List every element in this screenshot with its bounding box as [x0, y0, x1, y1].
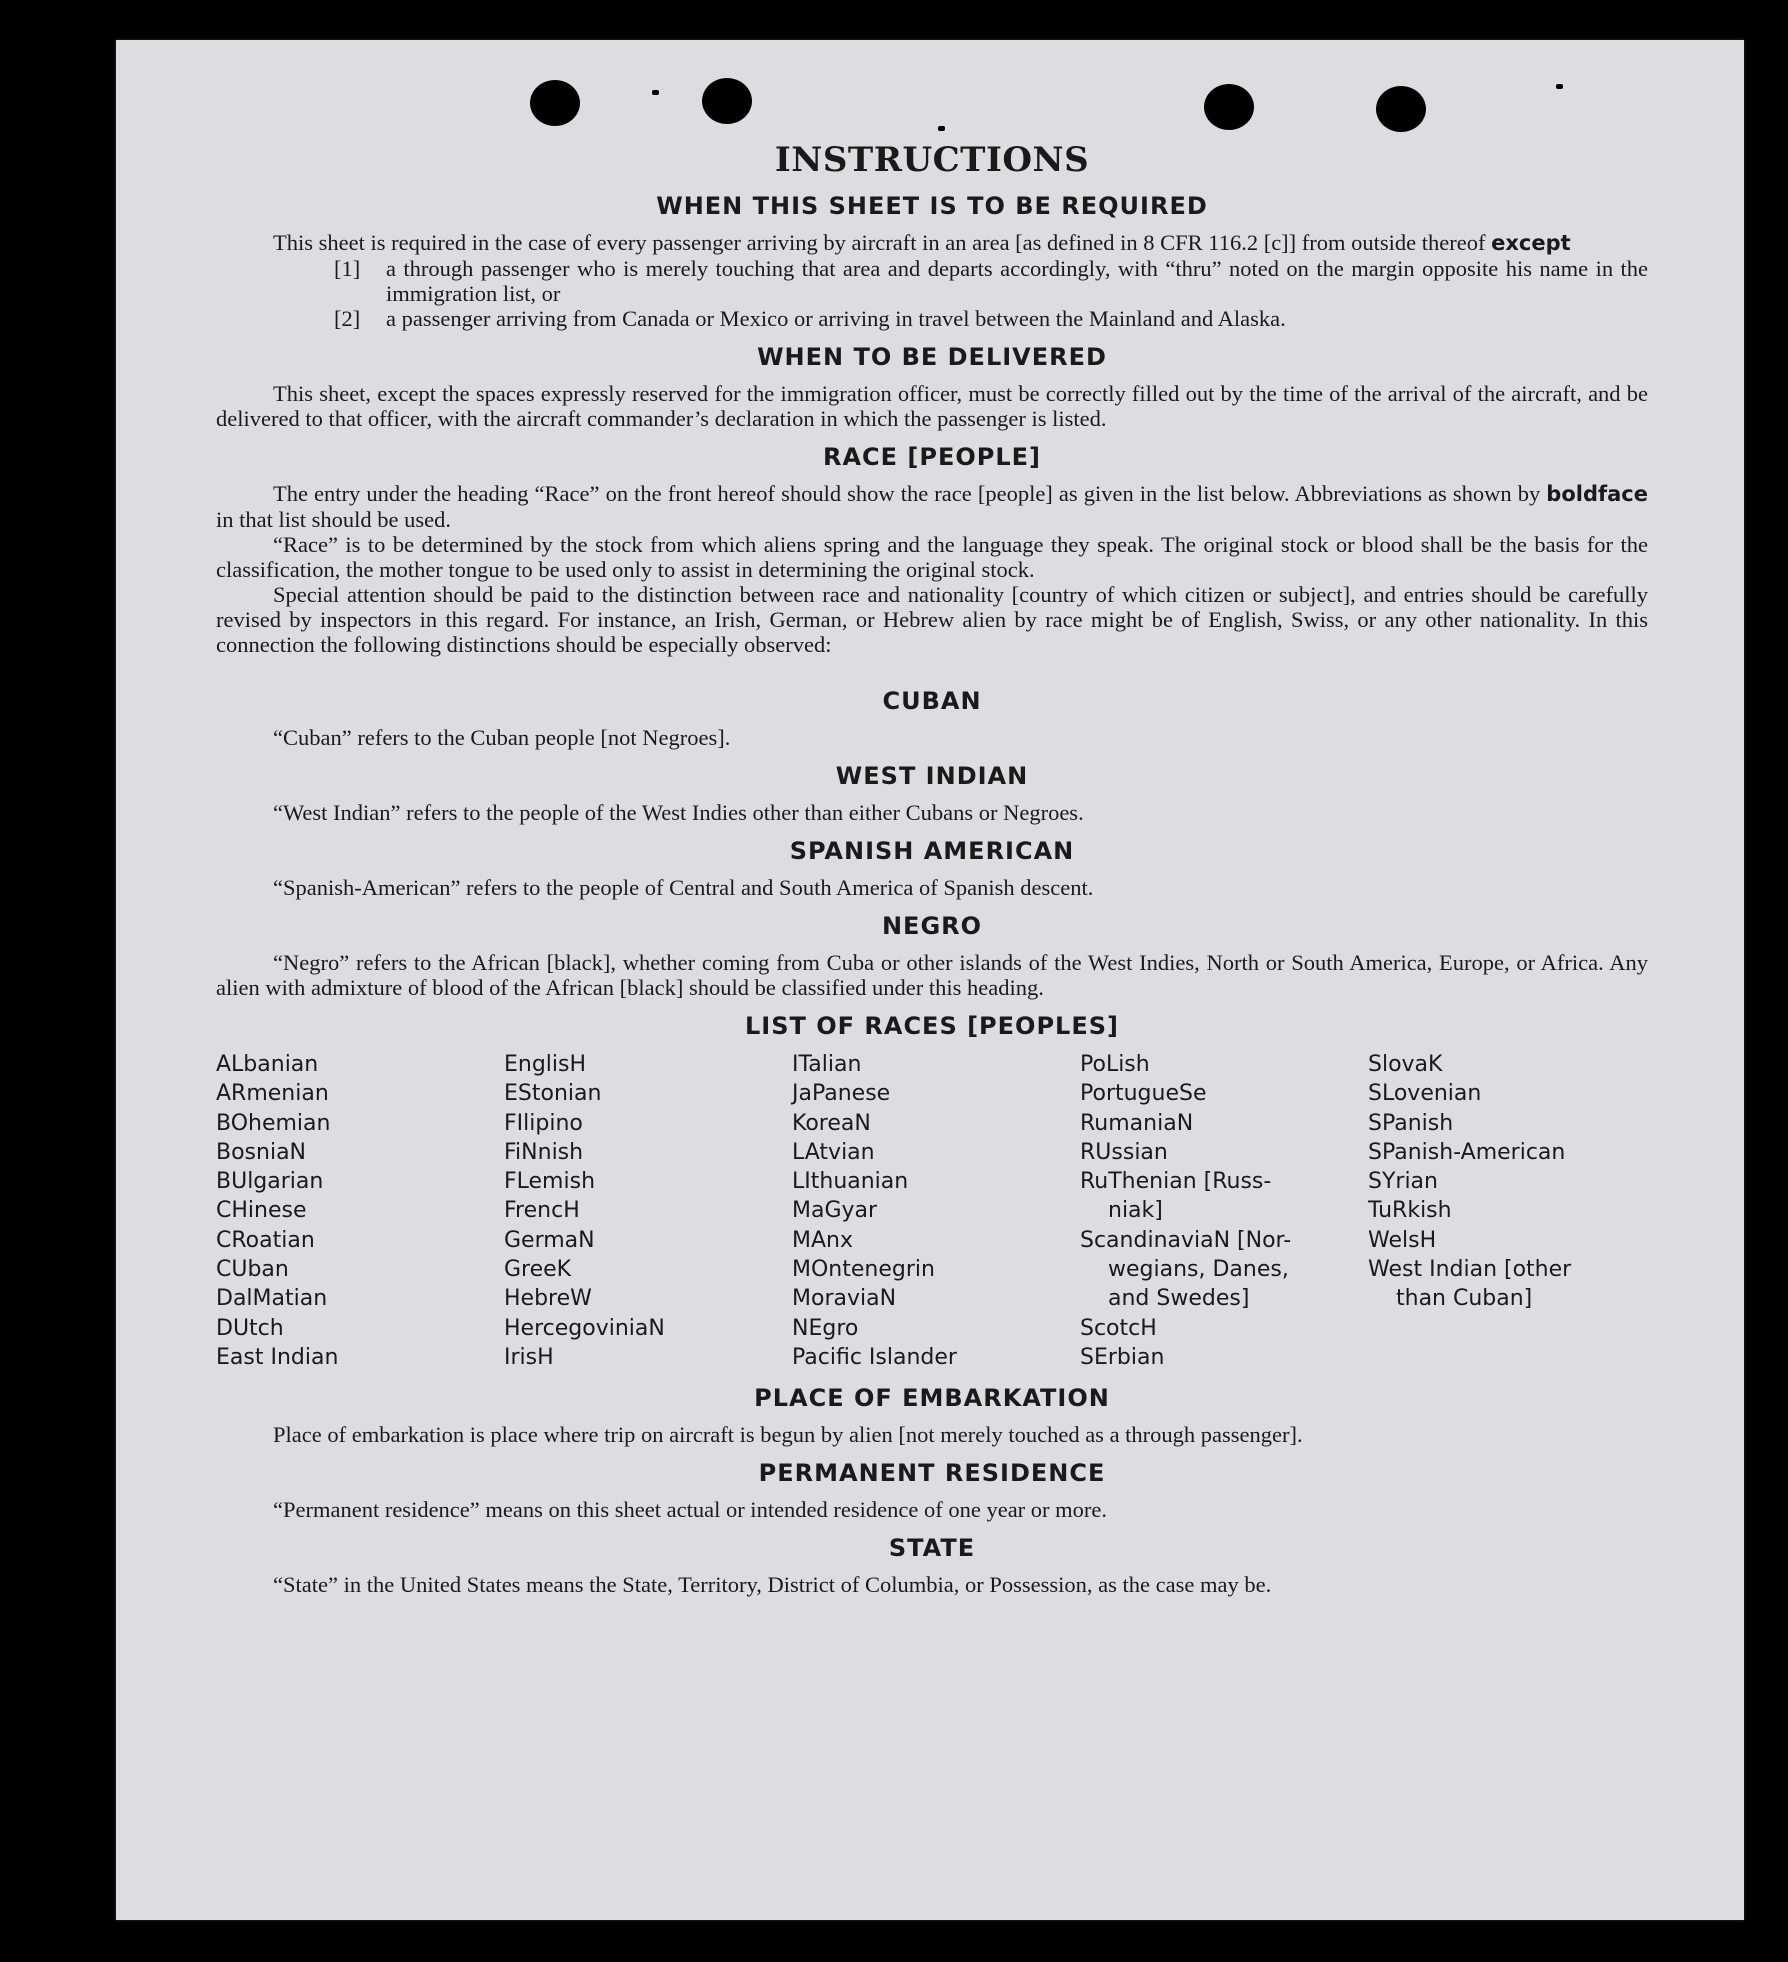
heading-spanish-american: SPANISH AMERICAN	[789, 837, 1075, 865]
west-indian-text: “West Indian” refers to the people of the West Indies other than either Cubans or Negroes.	[273, 800, 1084, 825]
speck	[652, 90, 659, 95]
document-page	[116, 40, 1744, 1920]
residence-text: “Permanent residence” means on this sheet actual or intended residence of one year or more.	[273, 1497, 1108, 1523]
heading-required: WHEN THIS SHEET IS TO BE REQUIRED	[656, 192, 1208, 220]
races-column-2: EnglisH EStonian FIlipino FiNnish FLemish FrencH GermaN GreeK HebreW HercegoviniaN IrisH	[504, 1052, 665, 1370]
punch-hole	[702, 78, 752, 124]
speck	[938, 126, 945, 131]
exception-item-1: [1] a through passenger who is merely touching that area and departs accordingly, with “thru” noted on the margin opposite his name in the immigration list, or	[334, 256, 1648, 306]
races-list	[216, 1050, 1648, 1372]
instructions-text	[216, 140, 1648, 1597]
race-paragraph-3: Special attention should be paid to the distinction between race and nationality [country of which citizen or subject], and entries should be carefully revised by inspectors in this regard. For instance, an Irish, German, or Hebrew alien by race might be of English, Swiss, or any other nationality. In this connection the following distinctions should be especially observed:	[216, 582, 1648, 657]
races-column-3: ITalian JaPanese KoreaN LAtvian LIthuanian MaGyar MAnx MOntenegrin MoraviaN NEgro Pacific Islander	[792, 1052, 957, 1370]
race-paragraph-2: “Race” is to be determined by the stock from which aliens spring and the language they speak. The original stock or blood shall be the basis for the classification, the mother tongue to be used only to assist in determining the original stock.	[216, 532, 1648, 582]
speck	[1556, 84, 1563, 89]
punch-hole	[1376, 86, 1426, 132]
spanish-american-text: “Spanish-American” refers to the people of Central and South America of Spanish descent.	[273, 875, 1094, 900]
heading-delivered: WHEN TO BE DELIVERED	[757, 343, 1107, 371]
punch-hole	[1204, 84, 1254, 130]
heading-cuban: CUBAN	[882, 687, 982, 715]
punch-hole	[530, 80, 580, 126]
state-text: “State” in the United States means the State, Territory, District of Columbia, or Possession, as the case may be.	[273, 1572, 1272, 1598]
races-column-5: SlovaK SLovenian SPanish SPanish-American SYrian TuRkish WelsH West Indian [other than Cuban]	[1368, 1052, 1572, 1312]
negro-text: “Negro” refers to the African [black], whether coming from Cuba or other islands of the West Indies, North or South America, Europe, or Africa. Any alien with admixture of blood of the African [black] should be classified under this heading.	[216, 950, 1648, 1000]
heading-state: STATE	[888, 1534, 976, 1563]
heading-list-of-races: LIST OF RACES [PEOPLES]	[745, 1012, 1119, 1040]
heading-residence: PERMANENT RESIDENCE	[758, 1459, 1106, 1488]
required-intro: This sheet is required in the case of every passenger arriving by aircraft in an area [as defined in 8 CFR 116.2 [c]] from outside thereof except	[273, 230, 1571, 255]
page-title: INSTRUCTIONS	[774, 140, 1090, 180]
heading-negro: NEGRO	[881, 912, 983, 940]
races-column-4: PoLish PortugueSe RumaniaN RUssian RuThenian [Russ- niak] ScandinaviaN [Nor- wegians, Danes, and Swedes] ScotcH SErbian	[1080, 1052, 1292, 1370]
races-column-1: ALbanian ARmenian BOhemian BosniaN BUlgarian CHinese CRoatian CUban DalMatian DUtch East Indian	[216, 1052, 339, 1370]
race-paragraph-1: The entry under the heading “Race” on the front hereof should show the race [people] as given in the list below. Abbreviations as shown by boldface in that list should be used.	[216, 481, 1648, 532]
heading-west-indian: WEST INDIAN	[835, 762, 1029, 790]
exception-item-2: [2] a passenger arriving from Canada or Mexico or arriving in travel between the Mainland and Alaska.	[334, 306, 1286, 331]
cuban-text: “Cuban” refers to the Cuban people [not Negroes].	[273, 725, 731, 750]
delivered-text: This sheet, except the spaces expressly reserved for the immigration officer, must be correctly filled out by the time of the arrival of the aircraft, and be delivered to that officer, with the aircraft commander’s declaration in which the passenger is listed.	[216, 381, 1648, 431]
heading-embarkation: PLACE OF EMBARKATION	[754, 1384, 1110, 1413]
embarkation-text: Place of embarkation is place where trip on aircraft is begun by alien [not merely touched as a through passenger].	[273, 1422, 1303, 1448]
heading-race: RACE [PEOPLE]	[822, 443, 1042, 471]
